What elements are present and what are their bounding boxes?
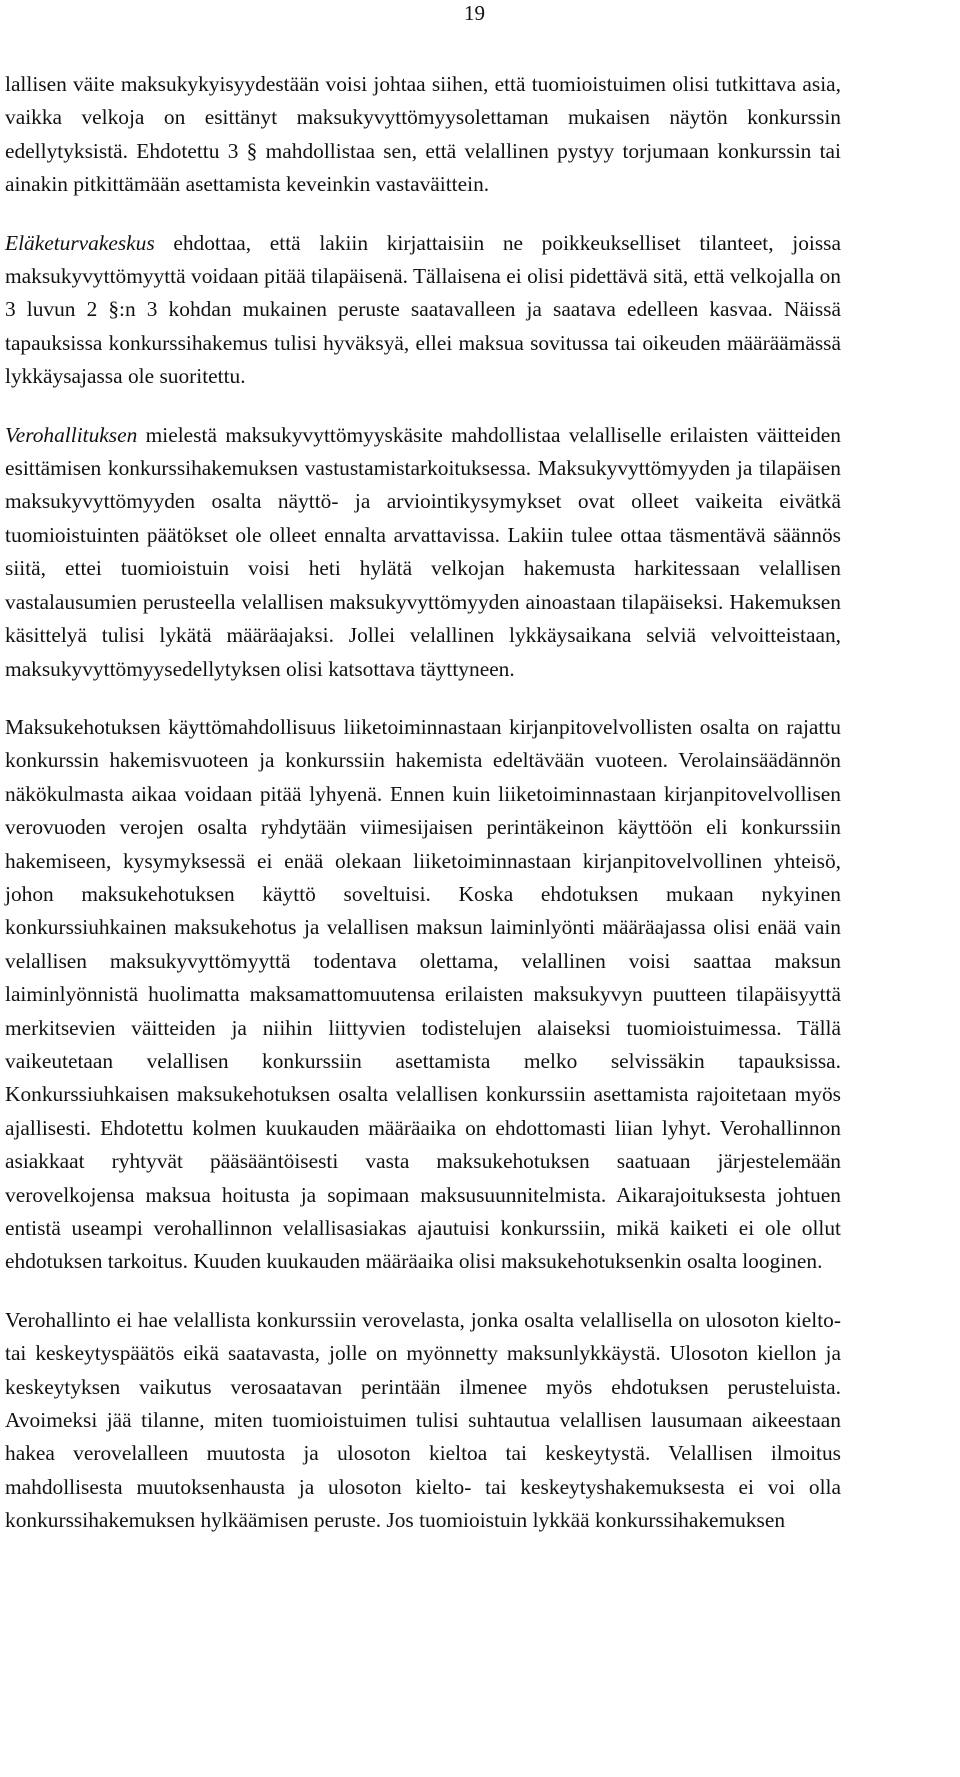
document-body (5, 68, 841, 1538)
paragraph (5, 711, 841, 1279)
paragraph-text: Verohallinto ei hae velallista konkurssiin verovelasta, jonka osalta velallisella on ulosoton kielto- tai keskeytyspäätös eikä saatavasta, jolle on myönnetty maksunlykkäystä. Ulosoton kiellon ja keskeytyksen vaikutus verosaatavan perintään ilmenee myös ehdotuksen perusteluista. Avoimeksi jää tilanne, miten tuomioistuimen tulisi suhtautua velallisen lausumaan aikeestaan hakea verovelalleen muutosta ja ulosoton kieltoa tai keskeytystä. Velallisen ilmoitus mahdollisesta muutoksenhausta ja ulosoton kielto- tai keskeytyshakemuksesta ei voi olla konkurssihakemuksen hylkäämisen peruste. Jos tuomioistuin lykkää konkurssihakemuksen (5, 1307, 841, 1533)
paragraph-text: Maksukehotuksen käyttömahdollisuus liiketoiminnastaan kirjanpitovelvollisten osalta on rajattu konkurssin hakemisvuoteen ja konkurssiin hakemista edeltävään vuoteen. Verolainsäädännön näkökulmasta aikaa voidaan pitää lyhyenä. Ennen kuin liiketoiminnastaan kirjanpitovelvollisen verovuoden verojen osalta ryhdytään viimesijaisen perintäkeinon käyttöön eli konkurssiin hakemiseen, kysymyksessä ei enää olekaan liiketoiminnastaan kirjanpitovelvollinen yhteisö, johon maksukehotuksen käyttö soveltuisi. Koska ehdotuksen mukaan nykyinen konkurssiuhkainen maksukehotus ja velallisen maksun laiminlyönti määräajassa olisi enää vain velallisen maksukyvyttömyyttä todentava olettama, velallinen voisi saattaa maksun laiminlyönnistä huolimatta maksamattomuutensa erilaisten maksukyvyn puutteen tilapäisyyttä merkitsevien väitteiden ja niihin liittyvien todistelujen alaiseksi tuomioistuimessa. Tällä vaikeutetaan velallisen konkurssiin asettamista melko selvissäkin tapauksissa. Konkurssiuhkaisen maksukehotuksen osalta velallisen konkurssiin asettamista rajoitetaan myös ajallisesti. Ehdotettu kolmen kuukauden määräaika on ehdottomasti liian lyhyt. Verohallinnon asiakkaat ryhtyvät pääsääntöisesti vasta maksukehotuksen saatuaan järjestelemään verovelkojensa maksua hoitusta ja sopimaan maksusuunnitelmista. Aikarajoituksesta johtuen entistä useampi verohallinnon velallisasiakas ajautuisi konkurssiin, mikä kaiketi ei ole ollut ehdotuksen tarkoitus. Kuuden kuukauden määräaika olisi maksukehotuksenkin osalta looginen. (5, 714, 841, 1274)
paragraph (5, 227, 841, 394)
paragraph-lead: Verohallituksen (5, 422, 138, 447)
paragraph (5, 1304, 841, 1538)
paragraph (5, 68, 841, 202)
paragraph-text: lallisen väite maksukykyisyydestään voisi johtaa siihen, että tuomioistuimen olisi tutkittava asia, vaikka velkoja on esittänyt maksukyvyttömyysolettaman mukaisen näytön konkurssin edellytyksistä. Ehdotettu 3 § mahdollistaa sen, että velallinen pystyy torjumaan konkurssin tai ainakin pitkittämään asettamista keveinkin vastaväittein. (5, 72, 841, 197)
paragraph-lead: Eläketurvakeskus (5, 230, 155, 255)
paragraph-text: mielestä maksukyvyttömyyskäsite mahdollistaa velalliselle erilaisten väitteiden esittämisen konkurssihakemuksen vastustamistarkoituksessa. Maksukyvyttömyyden ja tilapäisen maksukyvyttömyyden osalta näyttö- ja arviointikysymykset ovat olleet vaikeita eivätkä tuomioistuinten päätökset ole olleet ennalta arvattavissa. Lakiin tulee ottaa täsmentävä säännös siitä, ettei tuomioistuin voisi heti hylätä velkojan hakemusta harkitessaan velallisen vastalausumien perusteella velallisen maksukyvyttömyyden ainoastaan tilapäiseksi. Hakemuksen käsittelyä tulisi lykätä määräajaksi. Jollei velallinen lykkäysaikana selviä velvoitteistaan, maksukyvyttömyysedellytyksen olisi katsottava täyttyneen. (5, 422, 841, 681)
page-number: 19 (464, 1, 485, 25)
paragraph-text: ehdottaa, että lakiin kirjattaisiin ne poikkeukselliset tilanteet, joissa maksukyvyttömyyttä voidaan pitää tilapäisenä. Tällaisena ei olisi pidettävä sitä, että velkojalla on 3 luvun 2 §:n 3 kohdan mukainen peruste saatavalleen ja saatava edelleen kasvaa. Näissä tapauksissa konkurssihakemus tulisi hyväksyä, ellei maksua sovitussa tai oikeuden määräämässä lykkäysajassa ole suoritettu. (5, 230, 841, 389)
paragraph (5, 419, 841, 686)
